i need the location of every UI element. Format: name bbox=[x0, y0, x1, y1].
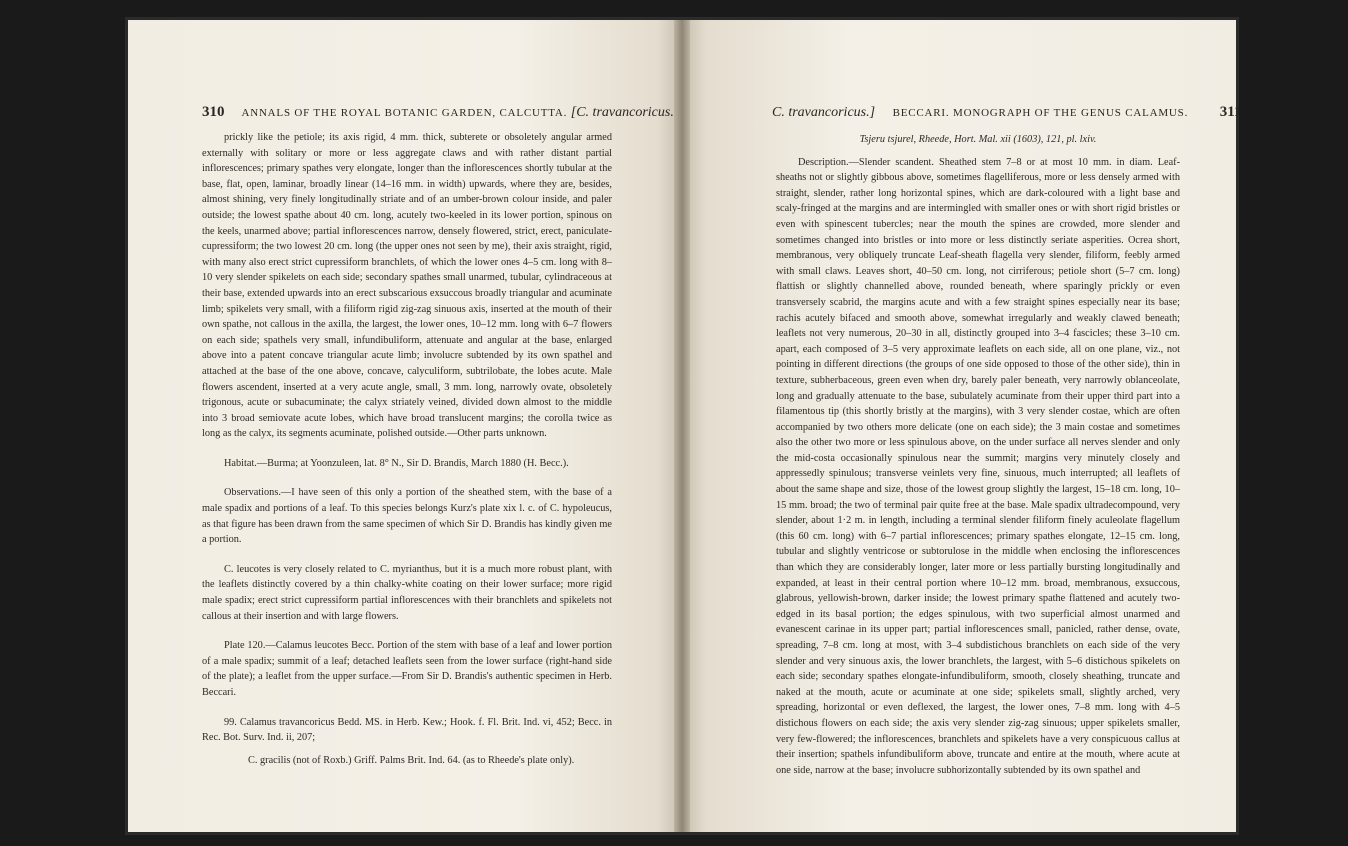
left-running-head bbox=[202, 104, 674, 124]
left-paragraph-comparison: C. leucotes is very closely related to C. myrianthus, but it is a much more robust plant, with the leaflets distinctly covered by a thin chalky-white coating on their lower surface; more rigid male spadix; erect strict cupressiform partial inflorescences with their branchlets and spikelets not callous at their insertion and with large flowers. bbox=[202, 563, 612, 622]
left-paragraph-observations: Observations.—I have seen of this only a portion of the sheathed stem, with the base of a male spadix and portions of a leaf. To this species belongs Kurz's plate xix l. c. of C. hypoleucus, as that figure has been drawn from the same specimen of which Sir D. Brandis has kindly given me a portion. bbox=[202, 487, 612, 546]
left-paragraph-synonym: C. gracilis (not of Roxb.) Griff. Palms Brit. Ind. 64. (as to Rheede's plate only). bbox=[248, 754, 575, 766]
left-page bbox=[128, 20, 680, 832]
right-running-head-species: C. travancoricus.] bbox=[772, 105, 876, 120]
left-paragraph-species-entry: 99. Calamus travancoricus Bedd. MS. in Herb. Kew.; Hook. f. Fl. Brit. Ind. vi, 452; Becc. in Rec. Bot. Surv. Ind. ii, 207; bbox=[202, 716, 612, 744]
right-page bbox=[684, 20, 1242, 832]
right-paragraph-description: Description.—Slender scandent. Sheathed stem 7–8 or at most 10 mm. in diam. Leaf-sheaths not or slightly gibbous above, sometimes flagelliferous, more or less densely armed with straight, slender, rather long horizontal spines, which are dark-coloured with a light base and scaly-fringed at the margins and are intermingled with smaller ones or with short rigid bristles or even with spinescent tubercles; near the mouth the spines are crowded, more slender and sometimes changed into bristles or into more or less distinctly seriate asperities. Ocrea short, membranous, very obliquely truncate Leaf-sheath flagella very slender, filiform, feebly armed with small claws. Leaves short, 40–50 cm. long, not cirriferous; petiole short (5–7 cm. long) flattish or slightly channelled above, rounded beneath, where sparingly prickly or even transversely scabrid, the margins acute and with a few straight spines especially near its base; rachis acutely bifaced and smooth above, somewhat irregularly and weakly clawed beneath; leaflets not very numerous, 20–30 in all, distinctly grouped into 3–4 fascicles; these 3–10 cm. apart, each composed of 3–5 very approximate leaflets on each side, all on one plane, viz., not pointing in different directions (the groups of one side opposed to those of the other side), thin in texture, subherbaceous, green even when dry, barely paler beneath, very narrowly oblanceolate, long and gradually attenuate to the base, subulately acuminate from their upper third part into a filamentous tip (this shortly bristly at the margins), with 3 very slender costae, which are often accompanied by two others more delicate (one on each side); the 3 main costae and sometimes also the other two more or less spinulous above, on the under surface all nerves slender and only the mid-costa occasionally spinulous near the summit; margins very minutely closely and appressedly spinulous; transverse veinlets very fine, sinuous, much interrupted; all leaflets of about the same shape and size, those of the lowest group slightly the largest, 15–18 cm. long, 10–15 mm. broad; the two of terminal pair quite free at the base. Male spadix ultradecompound, very slender, about 1·2 m. in length, including a terminal slender filiform finely aculeolate flagellum (this 60 cm. long) with 6–7 partial inflorescences; primary spathes elongate, 12–15 cm. long, tubular and slightly ventricose or subtorulose in the middle when enclosing the inflorescences than which they are considerably longer, later more or less partially bursting longitudinally and expanded, at least in their central portion where 10–12 mm. broad, membranous, exsuccous, glabrous, yellowish-brown, darker inside; the lowest primary spathe flattened and acutely two-edged in its basal portion; the edges spinulous, with two superficial almost unarmed and evanescent carinae in its upper part; partial inflorescences small, panicled, rather dense, ovate, spreading, 7–8 cm. long at most, with 3–4 subdistichous branchlets on each side of the very slender and very sinuous axis, the lower branchlets, the largest, with 5–6 distichous spikelets on each side; secondary spathes elongate-infundibuliform, smooth, closely sheathing, truncate and naked at the mouth, acute or acuminate at one side; spikelets small, slightly arched, very spreading, horizontal or even deflexed, the largest, the lower ones, 7–8 mm. long with 4–5 distichous flowers on each side; the axis very slender zig-zag sinuous; upper spikelets smaller, very few-flowered; the inflorescences, branchlets and spikelets have a very conspicuous callus at their insertion; spathels infundibuliform above, truncate and entire at the mouth, where acute at one side, narrow at the base; involucre subhorizontally subtended by its own spathel and bbox=[776, 156, 1180, 776]
right-running-head bbox=[772, 104, 1242, 124]
right-text-column bbox=[776, 132, 1180, 778]
left-running-head-species: [C. travancoricus. bbox=[570, 105, 674, 120]
left-paragraph-description: prickly like the petiole; its axis rigid, 4 mm. thick, subterete or obsoletely angular armed externally with solitary or more or less aggregate claws and with rather distant partial inflorescences; primary spathes very elongate, longer than the inflorescences shortly tubular at the base, flat, open, laminar, broadly linear (14–16 mm. in width) upwards, where they are, besides, almost shining, very finely longitudinally striate and of an umber-brown colour inside, and paler outside; the lowest spathe about 40 cm. long, acutely two-keeled in its lower portion, spinous on the keels, unarmed above; partial inflorescences narrow, densely flowered, strict, erect, paniculate-cupressiform; the two lowest 20 cm. long (the upper ones not seen by me), their axis straight, rigid, with many also erect strict cupressiform branchlets, of which the lower ones 4–5 cm. long with 8–10 very slender spikelets on each side; secondary spathes small unarmed, tubular, cylindraceous at their base, extended upwards into an erect subscarious exsuccous broadly triangular and acuminate limb; spikelets very small, with a filiform rigid zig-zag sinuous axis, inserted at the mouth of their own spathe, not callous in the axilla, the largest, the lower ones, 10–12 mm. long with 6–7 flowers on each side; spathels very small, infundibuliform, attenuate and angular at the base, enlarged above into a patent concave triangular acute limb; involucre subtended by its own spathel and attached at the base of the one above, concave, calyculiform, subtrilobate, the lobes acute. Male flowers ascendent, inserted at a very acute angle, small, 3 mm. long, narrowly ovate, obsoletely trigonous, acute or subacuminate; the calyx striately veined, divided down almost to the middle into 3 broad semiovate acute lobes, which have broad translucent margins; the corolla twice as long as the calyx, its segments acuminate, polished outside.—Other parts unknown. bbox=[202, 132, 612, 440]
book-gutter bbox=[674, 20, 690, 832]
left-text-column bbox=[202, 130, 612, 768]
left-paragraph-habitat: Habitat.—Burma; at Yoonzuleen, lat. 8° N., Sir D. Brandis, March 1880 (H. Becc.). bbox=[224, 457, 569, 469]
left-paragraph-plate: Plate 120.—Calamus leucotes Becc. Portion of the stem with base of a leaf and lower portion of a male spadix; summit of a leaf; detached leaflets seen from the lower surface (right-hand side of the plate); a leaflet from the upper surface.—From Sir D. Brandis's authentic specimen in Herb. Beccari. bbox=[202, 640, 612, 698]
left-page-number: 310 bbox=[202, 104, 225, 120]
open-book bbox=[128, 20, 1242, 832]
right-page-number: 311 bbox=[1219, 104, 1242, 120]
left-running-head-title: ANNALS OF THE ROYAL BOTANIC GARDEN, CALCUTTA. bbox=[241, 107, 568, 119]
right-paragraph-reference: Tsjeru tsjurel, Rheede, Hort. Mal. xii (1603), 121, pl. lxiv. bbox=[859, 134, 1097, 145]
right-running-head-title: BECCARI. MONOGRAPH OF THE GENUS CALAMUS. bbox=[892, 107, 1189, 119]
